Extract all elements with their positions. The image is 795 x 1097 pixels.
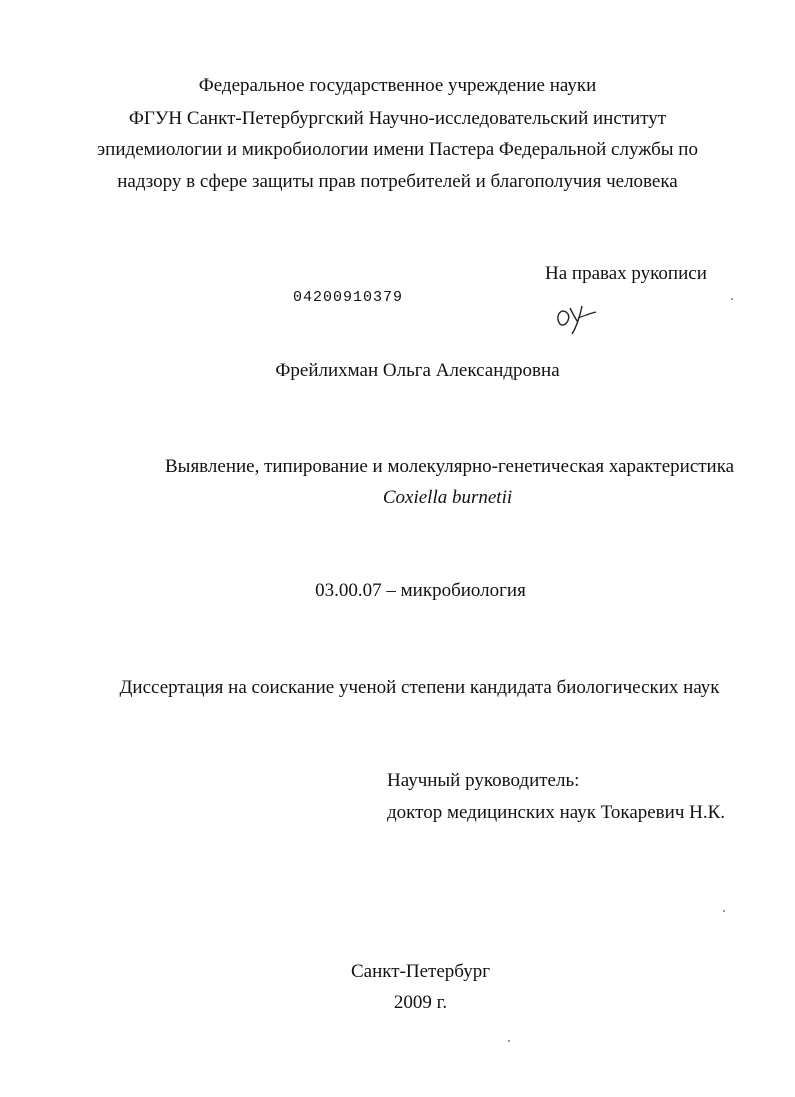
registration-number: 04200910379	[293, 289, 404, 306]
institution-line-3: эпидемиологии и микробиологии имени Пастера Федеральной службы по	[97, 139, 698, 160]
institution-line-2: ФГУН Санкт-Петербургский Научно-исследовательский институт	[128, 108, 667, 129]
institution-line-4: надзору в сфере защиты прав потребителей и благополучия человека	[117, 171, 678, 192]
title-line-1: Выявление, типирование и молекулярно-генетическая характеристика	[165, 456, 735, 477]
scan-speck	[723, 910, 725, 912]
scan-speck	[731, 298, 733, 300]
scan-speck	[508, 1040, 510, 1042]
city: Санкт-Петербург	[350, 961, 490, 982]
author-name: Фрейлихман Ольга Александровна	[275, 360, 560, 381]
title-line-2: Coxiella burnetii	[382, 487, 513, 508]
year: 2009 г.	[393, 992, 448, 1013]
degree: Диссертация на соискание ученой степени кандидата биологических наук	[119, 677, 720, 698]
supervisor-name: доктор медицинских наук Токаревич Н.К.	[387, 802, 726, 823]
institution-line-1: Федеральное государственное учреждение науки	[198, 75, 597, 96]
supervisor-label: Научный руководитель:	[387, 770, 580, 791]
signature-mark	[552, 298, 602, 338]
manuscript-note: На правах рукописи	[545, 263, 707, 284]
specialty: 03.00.07 – микробиология	[315, 580, 526, 601]
